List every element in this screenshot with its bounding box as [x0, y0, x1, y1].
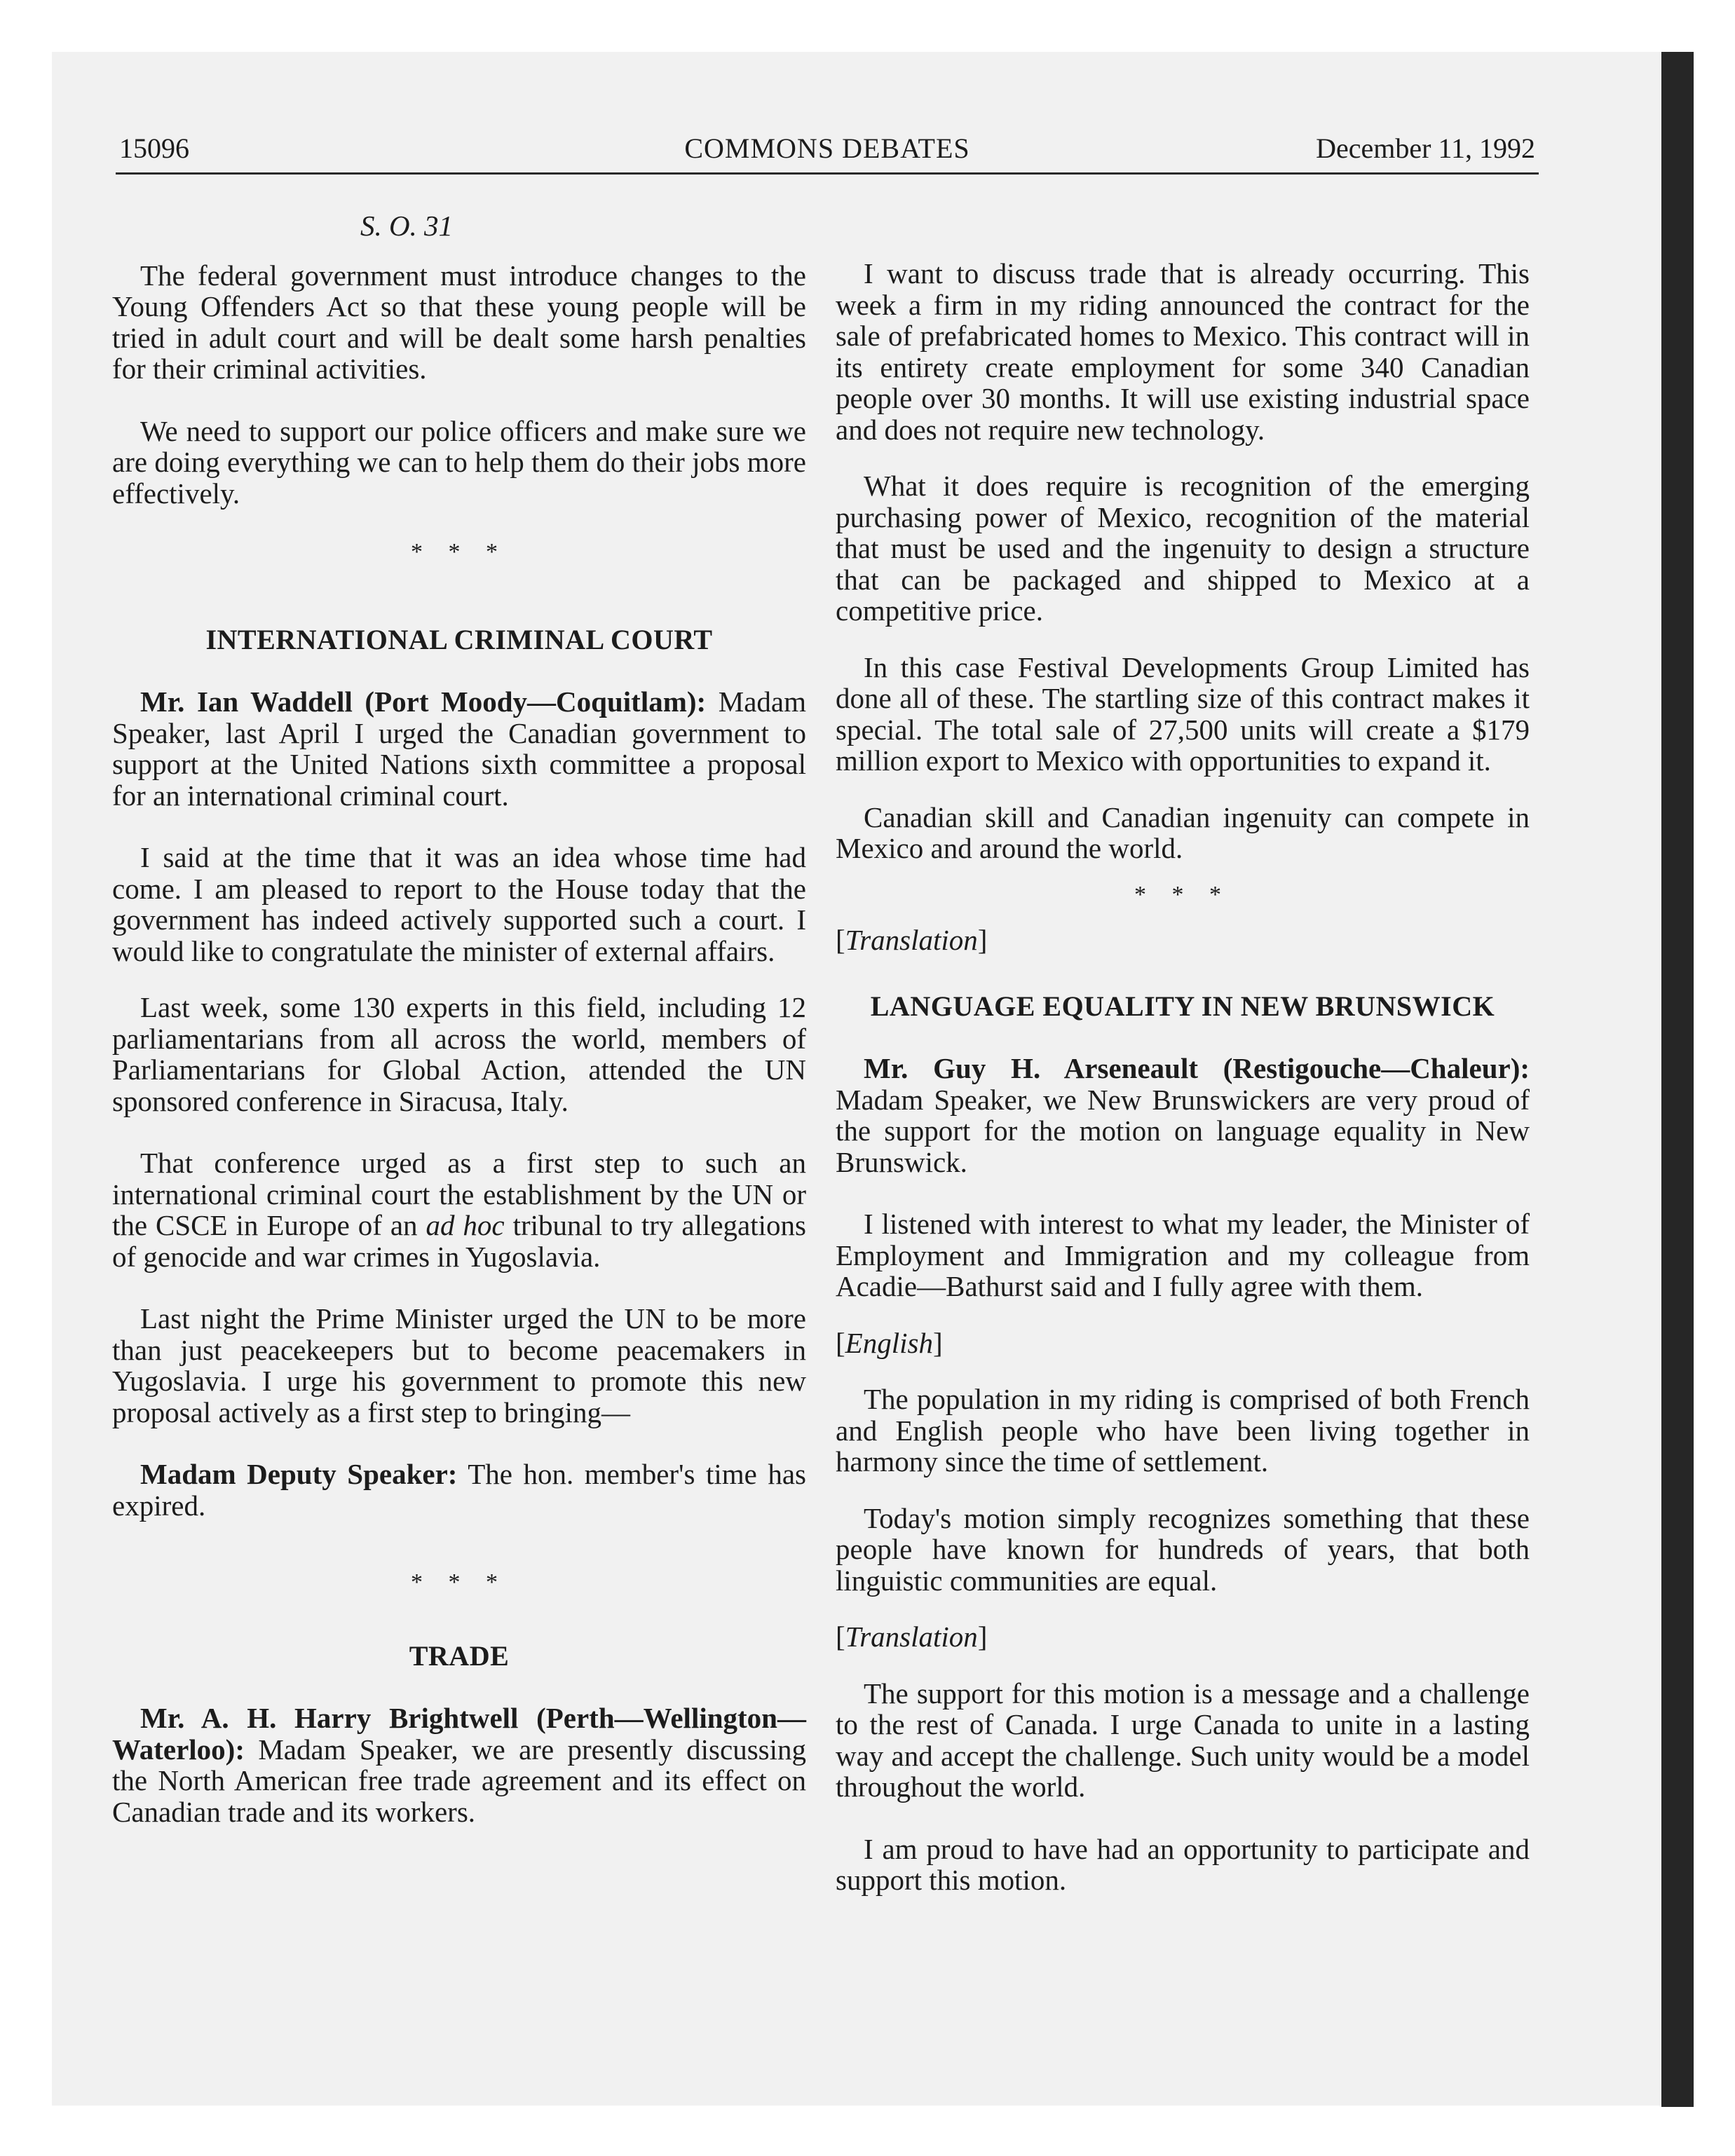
section-heading-language: LANGUAGE EQUALITY IN NEW BRUNSWICK — [870, 990, 1495, 1022]
paragraph: Last week, some 130 experts in this field, including 12 parliamentarians from all across the world, members of Parliamentarians for Global Action, attended the UN sponsored conference in Siracusa, Italy. — [112, 991, 806, 1117]
paragraph: I listened with interest to what my leader, the Minister of Employment and Immigration and my colleague from Acadie—Bathurst said and I fully agree with them. — [836, 1208, 1530, 1302]
page-number: 15096 — [119, 132, 189, 164]
speaker-name: Mr. Ian Waddell (Port Moody—Coquitlam): — [140, 685, 707, 718]
language-note: [English] — [836, 1326, 943, 1359]
paragraph: Last night the Prime Minister urged the UN to be more than just peacekeepers but to become peacemakers in Yugoslavia. I urge his government to promote this new proposal actively as a first step to bringing— — [112, 1302, 806, 1428]
speech-text: Madam Speaker, we are presently discussing the North American free trade agreement and its effect on Canadian trade and its workers. — [112, 1733, 806, 1828]
paragraph: Today's motion simply recognizes something that these people have known for hundreds of years, that both linguistic communities are equal. — [836, 1501, 1530, 1597]
header-rule — [116, 172, 1539, 175]
language-note: [Translation] — [836, 1621, 988, 1653]
paragraph: I am proud to have had an opportunity to participate and support this motion. — [836, 1832, 1530, 1896]
standing-order-heading: S. O. 31 — [360, 210, 454, 242]
paragraph: What it does require is recognition of the emerging purchasing power of Mexico, recognition of the material that must be used and the ingenuity to design a structure that can be packaged and shipped to Mexico at a competitive price. — [836, 470, 1530, 627]
text-run: That conference urged as a first step to such an international criminal court the establishment by the UN or the CSCE in Europe of an — [112, 1147, 806, 1241]
paragraph: The support for this motion is a message and a challenge to the rest of Canada. I urge Canada to unite in a lasting way and accept the challenge. Such unity would be a model throughout the world. — [836, 1677, 1530, 1803]
paragraph: We need to support our police officers and make sure we are doing everything we can to help them do their jobs more effectively. — [112, 414, 806, 510]
publication-title: COMMONS DEBATES — [684, 132, 970, 164]
page-header — [119, 132, 1535, 174]
note-text: Translation — [845, 1621, 978, 1653]
italic-text: ad hoc — [426, 1209, 505, 1241]
section-separator: * * * — [411, 539, 508, 565]
speech-text: The hon. member's time has expired. — [112, 1458, 806, 1522]
paragraph: The population in my riding is comprised of both French and English people who have been living together in harmony since the time of settlement. — [836, 1383, 1530, 1478]
speech-paragraph — [112, 686, 806, 811]
section-heading-icc: INTERNATIONAL CRIMINAL COURT — [205, 623, 713, 655]
section-separator: * * * — [1134, 881, 1231, 908]
section-separator: * * * — [411, 1569, 508, 1595]
speaker-name: Mr. A. H. Harry Brightwell (Perth—Wellington—Waterloo): — [112, 1702, 806, 1766]
scan-edge-shadow — [1661, 52, 1694, 2107]
speech-paragraph — [836, 1053, 1530, 1178]
speech-paragraph — [112, 1703, 806, 1827]
speech-text: Madam Speaker, we New Brunswickers are very proud of the support for the motion on language equality in New Brunswick. — [836, 1083, 1530, 1178]
speaker-name: Mr. Guy H. Arseneault (Restigouche—Chaleur): — [864, 1052, 1530, 1084]
paragraph: I want to discuss trade that is already occurring. This week a firm in my riding announced the contract for the sale of prefabricated homes to Mexico. This contract will in its entirety create employment for some 340 Canadian people over 30 months. It will use existing industrial space and does not require new technology. — [836, 257, 1530, 446]
speaker-name: Madam Deputy Speaker: — [140, 1458, 458, 1490]
left-column — [112, 210, 806, 1827]
speech-paragraph — [112, 1459, 806, 1521]
note-text: English — [845, 1326, 933, 1359]
text-run: tribunal to try allegations of genocide and war crimes in Yugoslavia. — [112, 1209, 806, 1273]
paragraph: I said at the time that it was an idea whose time had come. I am pleased to report to the House today that the government has indeed actively supported such a court. I would like to congratulate the minister of external affairs. — [112, 841, 806, 967]
speech-text: Madam Speaker, last April I urged the Canadian government to support at the United Nations sixth committee a proposal for an international criminal court. — [112, 685, 806, 812]
language-note: [Translation] — [836, 924, 988, 956]
paragraph: Canadian skill and Canadian ingenuity can compete in Mexico and around the world. — [836, 800, 1530, 864]
paragraph: In this case Festival Developments Group Limited has done all of these. The startling size of this contract makes it special. The total sale of 27,500 units will create a $179 million export to Mexico with opportunities to expand it. — [836, 650, 1530, 777]
page-date: December 11, 1992 — [1316, 132, 1535, 164]
right-column — [836, 258, 1530, 1896]
paragraph — [112, 1147, 806, 1272]
section-heading-trade: TRADE — [409, 1639, 510, 1672]
note-text: Translation — [845, 924, 978, 956]
paragraph: The federal government must introduce changes to the Young Offenders Act so that these young people will be tried in adult court and will be dealt some harsh penalties for their criminal activities. — [112, 259, 806, 385]
